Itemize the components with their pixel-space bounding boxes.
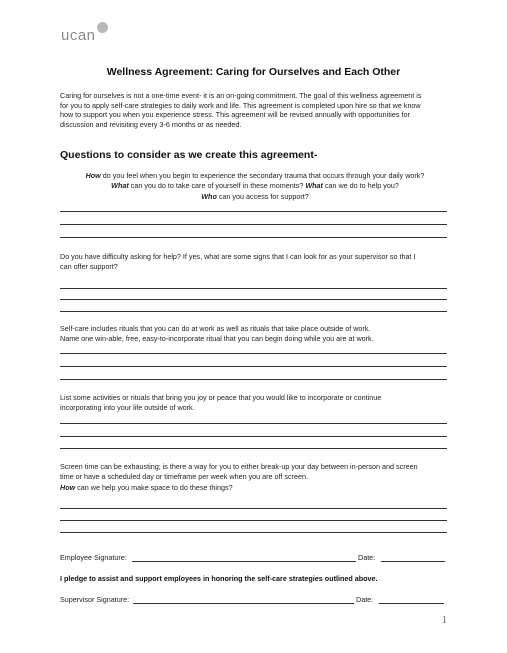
intro-line: discussion and revisiting every 3-6 months or as needed.: [60, 120, 242, 130]
question-line: Name one win-able, free, easy-to-incorporate ritual that you can begin doing while you are at work.: [60, 334, 374, 344]
employee-date-label: Date:: [358, 553, 376, 562]
question-line: [60, 171, 450, 181]
page-title: Wellness Agreement: Caring for Ourselves and Each Other: [106, 66, 401, 78]
answer-line[interactable]: [60, 520, 447, 521]
questions-heading: Questions to consider as we create this agreement-: [60, 149, 318, 161]
ucan-logo: [61, 19, 121, 45]
answer-line[interactable]: [60, 299, 447, 300]
employee-date-field[interactable]: [381, 561, 445, 562]
question-line: time or have a scheduled day or timeframe per week when you are off screen.: [60, 472, 308, 482]
question-line: List some activities or rituals that bring you joy or peace that you would like to incorporate or continue: [60, 393, 382, 402]
intro-line: how to support you when you experience stress. This agreement will be revised annually with opportunities for: [60, 110, 410, 120]
question-line: Screen time can be exhausting; is there a way for you to either break-up your day between in-person and screen: [60, 462, 418, 471]
question-5: [60, 462, 450, 493]
employee-signature-field[interactable]: [132, 561, 356, 562]
answer-line[interactable]: [60, 224, 447, 225]
intro-line: Caring for ourselves is not a one-time event- it is an on-going commitment. The goal of this wellness agreement is: [60, 91, 422, 100]
question-line: [60, 192, 450, 202]
answer-line[interactable]: [60, 532, 447, 533]
question-line: incorporating into your life outside of work.: [60, 403, 195, 413]
answer-line[interactable]: [60, 237, 447, 238]
emphasis-word: What: [305, 181, 323, 191]
question-1: [60, 171, 450, 202]
answer-line[interactable]: [60, 508, 447, 509]
logo-dot-icon: [97, 22, 108, 33]
answer-line[interactable]: [60, 211, 447, 212]
question-4: [60, 393, 450, 414]
supervisor-signature-label: Supervisor Signature:: [60, 595, 130, 604]
answer-line[interactable]: [60, 448, 447, 449]
question-text: can we help you make space to do these things?: [75, 482, 233, 492]
answer-line[interactable]: [60, 366, 447, 367]
question-text: can you do to take care of yourself in these moments?: [128, 181, 306, 191]
answer-line[interactable]: [60, 311, 447, 312]
employee-signature-label: Employee Signature:: [60, 553, 127, 562]
supervisor-date-label: Date:: [356, 595, 374, 604]
question-text: can you access for support?: [216, 191, 309, 201]
question-text: do you feel when you begin to experience the secondary trauma that occurs through your daily work?: [100, 171, 425, 180]
answer-line[interactable]: [60, 379, 447, 380]
question-line: Do you have difficulty asking for help? If yes, what are some signs that I can look for as your supervisor so that I: [60, 252, 416, 261]
question-2: [60, 252, 450, 273]
question-line: [60, 181, 450, 191]
question-line: can offer support?: [60, 262, 118, 272]
intro-paragraph: [60, 91, 450, 130]
answer-line[interactable]: [60, 436, 447, 437]
page-number: 1: [442, 615, 447, 626]
emphasis-word: How: [85, 171, 101, 180]
pledge-statement: I pledge to assist and support employees in honoring the self-care strategies outlined above.: [60, 574, 378, 583]
emphasis-word: What: [111, 181, 129, 191]
answer-line[interactable]: [60, 288, 447, 289]
question-3: [60, 324, 450, 345]
answer-line[interactable]: [60, 353, 447, 354]
supervisor-date-field[interactable]: [379, 603, 444, 604]
question-text: can we do to help you?: [322, 181, 399, 191]
supervisor-signature-field[interactable]: [133, 603, 354, 604]
question-line: [60, 483, 450, 493]
emphasis-word: Who: [201, 191, 217, 201]
logo-text: ucan: [61, 27, 96, 44]
answer-line[interactable]: [60, 423, 447, 424]
intro-line: for you to apply self-care strategies to daily work and life. This agreement is completed upon hire so that we know: [60, 100, 421, 110]
question-line: Self-care includes rituals that you can do at work as well as rituals that take place outside of work.: [60, 324, 371, 333]
emphasis-word: How: [60, 482, 76, 492]
